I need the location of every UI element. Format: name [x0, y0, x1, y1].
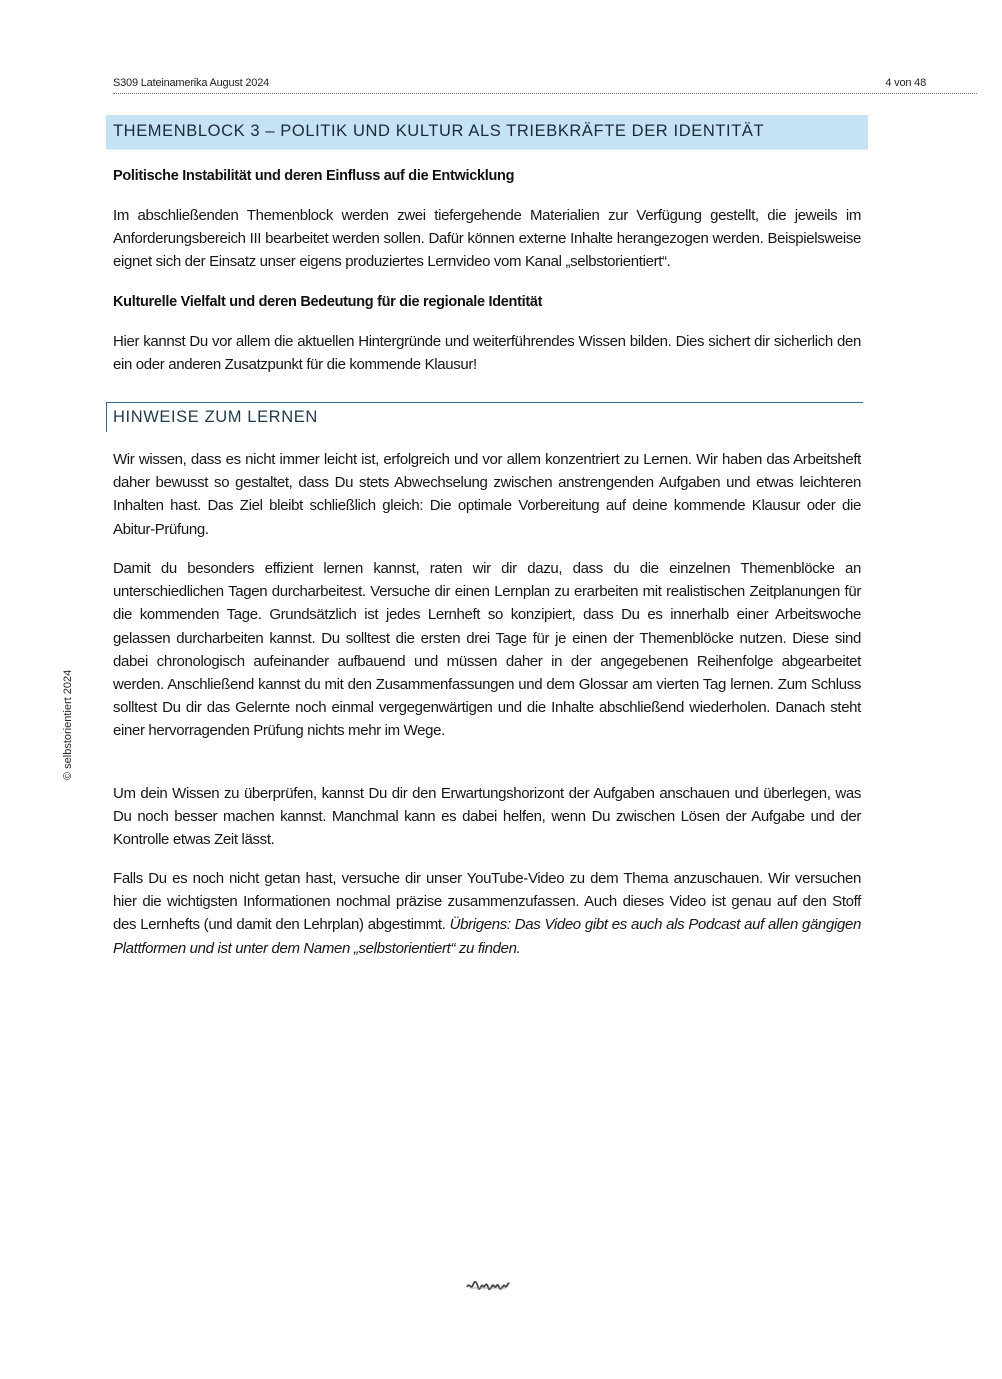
hinweise-paragraph-4: [113, 867, 861, 960]
hinweise-paragraph-3: Um dein Wissen zu überprüfen, kannst Du dir den Erwartungshorizont der Aufgaben anschauen und überlegen, was Du noch besser machen kannst. Manchmal kann es dabei helfen, wenn Du zwischen Lösen der Aufgabe und der Kontrolle etwas Zeit lässt.: [113, 785, 861, 849]
subsection-heading-kultur: Kulturelle Vielfalt und deren Bedeutung für die regionale Identität: [113, 294, 543, 310]
hinweise-paragraph-1: Wir wissen, dass es nicht immer leicht ist, erfolgreich und vor allem konzentriert zu Lernen. Wir haben das Arbeitsheft daher bewusst so gestaltet, dass Du stets Abwechselung zwischen anstrengenden Aufgaben und etwas leichteren Inhalten hast. Das Ziel bleibt schließlich gleich: Die optimale Vorbereitung auf deine kommende Klausur oder die Abitur-Prüfung.: [113, 451, 861, 538]
hinweise-heading: HINWEISE ZUM LERNEN: [106, 402, 863, 432]
themenblock-heading: THEMENBLOCK 3 – POLITIK UND KULTUR ALS TRIEBKRÄFTE DER IDENTITÄT: [106, 115, 868, 150]
copyright-notice: © selbstorientiert 2024: [62, 669, 74, 780]
podcast-note: Übrigens: Das Video gibt es auch als Podcast auf allen gängigen Plattformen und ist unter dem Namen „selbstorientiert“ zu finden.: [113, 916, 861, 957]
page-indicator: 4 von 48: [885, 77, 926, 89]
signature-logo-icon: [466, 1278, 510, 1292]
document-title: S309 Lateinamerika August 2024: [113, 77, 270, 89]
subsection-text-kultur: Hier kannst Du vor allem die aktuellen Hintergründe und weiterführendes Wissen bilden. Dies sichert dir sicherlich den ein oder anderen Zusatzpunkt für die kommende Klausur!: [113, 333, 861, 374]
subsection-heading-politik: Politische Instabilität und deren Einfluss auf die Entwicklung: [113, 168, 515, 184]
hinweise-paragraph-2: Damit du besonders effizient lernen kannst, raten wir dir dazu, dass du die einzelnen Themenblöcke an unterschiedlichen Tagen durcharbeitest. Versuche dir einen Lernplan zu erarbeiten mit realistischen Zeitplanungen für die kommenden Tage. Grundsätzlich ist jedes Lernheft so konzipiert, dass Du es innerhalb einer Arbeitswoche gelassen durcharbeiten kannst. Du solltest die ersten drei Tage für je einen der Themenblöcke nutzen. Diese sind dabei chronologisch aufeinander aufbauend und müssen daher in der angegebenen Reihenfolge abgearbeitet werden. Anschließend kannst du mit den Zusammenfassungen und dem Glossar am vierten Tag lernen. Zum Schluss solltest Du dir das Gelernte noch einmal vergegenwärtigen und die Inhalte abschließend wiederholen. Danach steht einer hervorragenden Prüfung nichts mehr im Wege.: [113, 560, 861, 740]
paragraph-text: Falls Du es noch nicht getan hast, versuche dir unser YouTube-Video zu dem Thema anzuschauen. Wir versuchen hier die wichtigsten Informationen nochmal präzise zusammenzufassen. Auch dieses Video ist genau auf den Stoff des Lernhefts (und damit den Lehrplan) abgestimmt.: [113, 870, 861, 934]
subsection-text-politik: Im abschließenden Themenblock werden zwei tiefergehende Materialien zur Verfügung gestellt, die jeweils im Anforderungsbereich III bearbeitet werden sollen. Dafür können externe Inhalte herangezogen werden. Beispielsweise eignet sich der Einsatz unser eigens produziertes Lernvideo vom Kanal „selbstorientiert“.: [113, 207, 861, 271]
page-header: [113, 76, 977, 94]
